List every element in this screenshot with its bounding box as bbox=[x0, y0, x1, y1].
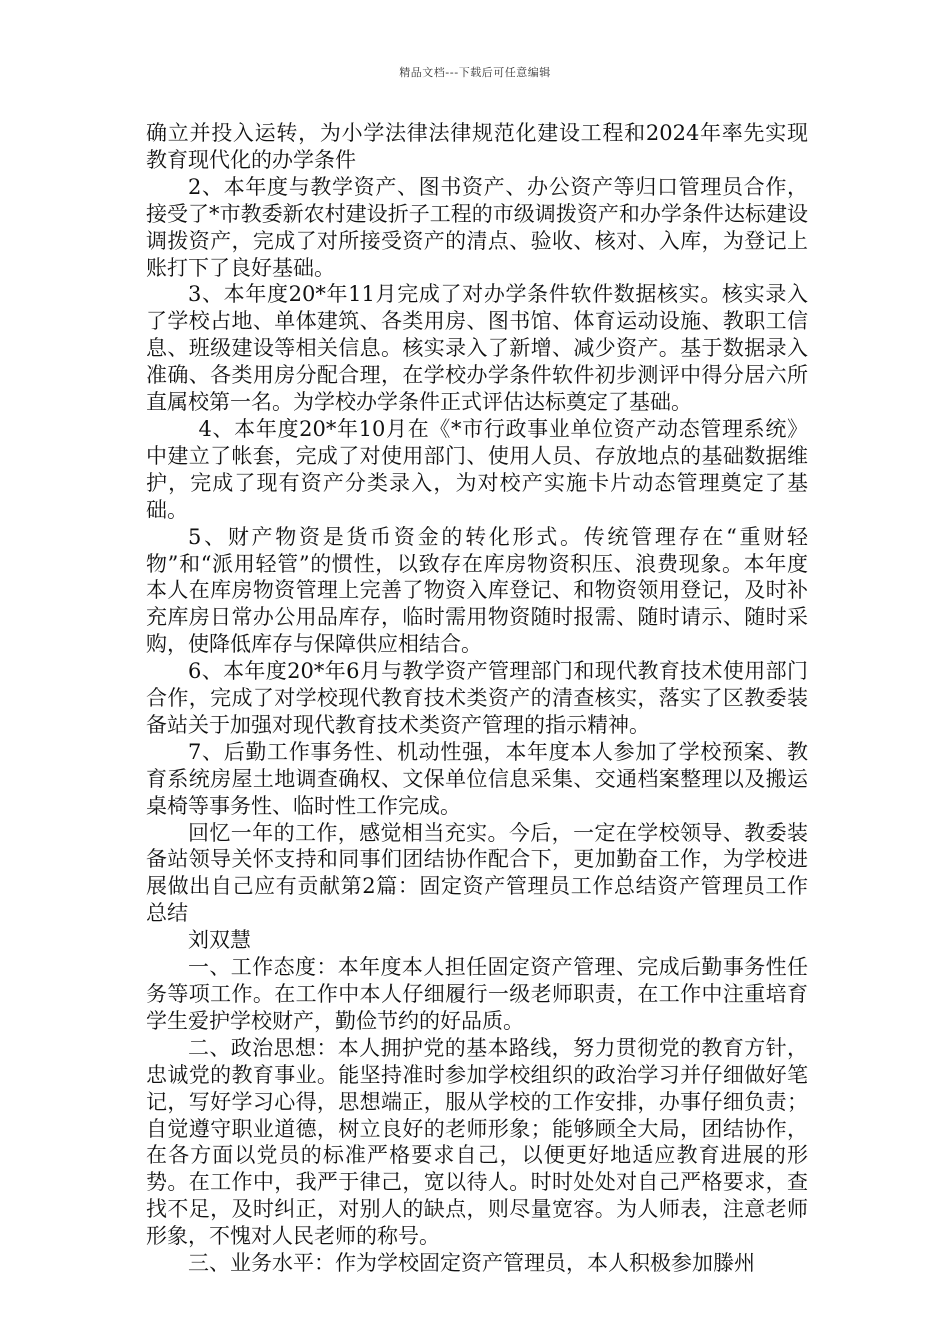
document-body bbox=[146, 120, 808, 1277]
paragraph-business-level: 三、业务水平：作为学校固定资产管理员，本人积极参加滕州 bbox=[188, 1251, 755, 1276]
paragraph-1: 确立并投入运转，为小学法律法律规范化建设工程和2024年率先实现教育现代化的办学条件 bbox=[146, 121, 808, 172]
paragraph-work-attitude: 一、工作态度：本年度本人担任固定资产管理、完成后勤事务性任务等项工作。在工作中本人仔细履行一级老师职责，在工作中注重培育学生爱护学校财产，勤俭节约的好品质。 bbox=[146, 955, 808, 1033]
paragraph-5: 5、财产物资是货币资金的转化形式。传统管理存在“重财轻物”和“派用轻管”的惯性，以致存在库房物资积压、浪费现象。本年度本人在库房物资管理上完善了物资入库登记、和物资领用登记，及时补充库房日常办公用品库存，临时需用物资随时报需、随时请示、随时采购，使降低库存与保障供应相结合。 bbox=[146, 524, 808, 657]
paragraph-8: 回忆一年的工作，感觉相当充实。今后，一定在学校领导、教委装备站领导关怀支持和同事们团结协作配合下，更加勤奋工作，为学校进展做出自己应有贡献第2篇：固定资产管理员工作总结资产管理员工作总结 bbox=[146, 820, 808, 926]
paragraph-7: 7、后勤工作事务性、机动性强，本年度本人参加了学校预案、教育系统房屋土地调查确权、文保单位信息采集、交通档案整理以及搬运桌椅等事务性、临时性工作完成。 bbox=[146, 739, 808, 818]
page-header: 精品文档---下载后可任意编辑 bbox=[399, 66, 551, 79]
paragraph-2: 2、本年度与教学资产、图书资产、办公资产等归口管理员合作，接受了*市教委新农村建设折子工程的市级调拨资产和办学条件达标建设调拨资产，完成了对所接受资产的清点、验收、核对、入库，为登记上账打下了良好基础。 bbox=[146, 174, 808, 280]
paragraph-6: 6、本年度20*年6月与教学资产管理部门和现代教育技术使用部门合作，完成了对学校现代教育技术类资产的清查核实，落实了区教委装备站关于加强对现代教育技术类资产管理的指示精神。 bbox=[146, 659, 808, 737]
author-name: 刘双慧 bbox=[188, 928, 251, 953]
paragraph-political-thought: 二、政治思想：本人拥护党的基本路线，努力贯彻党的教育方针，忠诚党的教育事业。能坚持准时参加学校组织的政治学习并仔细做好笔记，写好学习心得，思想端正，服从学校的工作安排，办事仔细负责；自觉遵守职业道德，树立良好的老师形象；能够顾全大局，团结协作，在各方面以党员的标准严格要求自己，以便更好地适应教育进展的形势。在工作中，我严于律己，宽以待人。时时处处对自己严格要求，查找不足，及时纠正，对别人的缺点，则尽量宽容。为人师表，注意老师形象，不愧对人民老师的称号。 bbox=[146, 1035, 808, 1249]
paragraph-4: 4、本年度20*年10月在《*市行政事业单位资产动态管理系统》中建立了帐套，完成了对使用部门、使用人员、存放地点的基础数据维护，完成了现有资产分类录入，为对校产实施卡片动态管理奠定了基础。 bbox=[146, 416, 808, 522]
paragraph-3: 3、本年度20*年11月完成了对办学条件软件数据核实。核实录入了学校占地、单体建筑、各类用房、图书馆、体育运动设施、教职工信息、班级建设等相关信息。核实录入了新增、减少资产。基于数据录入准确、各类用房分配合理，在学校办学条件软件初步测评中得分居六所直属校第一名。为学校办学条件正式评估达标奠定了基础。 bbox=[146, 282, 808, 415]
